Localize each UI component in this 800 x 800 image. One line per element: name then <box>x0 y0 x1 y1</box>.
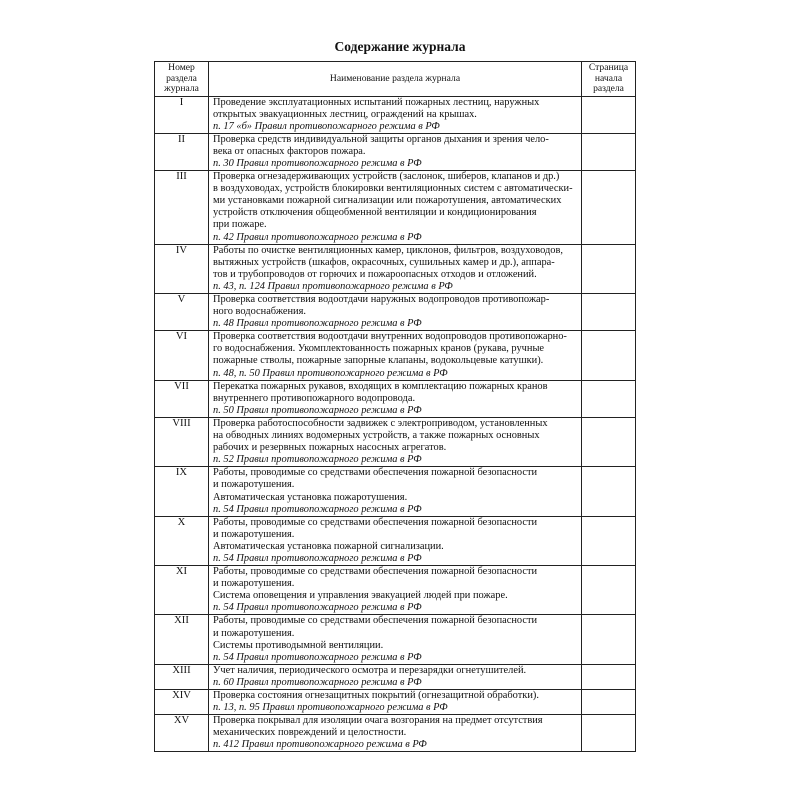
section-name-line: механических повреждений и целостности. <box>213 727 407 739</box>
section-name-line: Работы, проводимые со средствами обеспечения пожарной безопасности <box>213 615 538 627</box>
page-title: Содержание журнала <box>334 39 466 54</box>
section-name <box>209 294 582 331</box>
section-name-line: и пожаротушения. <box>213 578 295 590</box>
table-row <box>155 96 636 133</box>
section-name-line: тов и трубопроводов от горючих и пожароопасных отходов и отложений. <box>213 268 537 280</box>
section-name <box>209 244 582 293</box>
rule-reference: п. 42 Правил противопожарного режима в РФ <box>213 231 422 243</box>
rule-reference: п. 30 Правил противопожарного режима в РФ <box>213 157 422 169</box>
section-name-line: Работы по очистке вентиляционных камер, циклонов, фильтров, воздуховодов, <box>213 244 563 256</box>
table-row <box>155 417 636 466</box>
start-page-cell <box>582 133 636 170</box>
section-number: XIII <box>155 664 209 689</box>
section-name-line: Автоматическая установка пожаротушения. <box>213 491 408 503</box>
section-name-line: го водоснабжения. Укомплектованность пожарных кранов (рукава, ручные <box>213 343 545 355</box>
section-name-line: внутреннего противопожарного водопровода. <box>213 392 416 404</box>
section-name-line: Проверка состояния огнезащитных покрытий (огнезащитной обработки). <box>213 690 539 701</box>
table-row <box>155 171 636 245</box>
rule-reference: п. 54 Правил противопожарного режима в РФ <box>213 651 422 663</box>
section-number: VIII <box>155 417 209 466</box>
section-name-line: Работы, проводимые со средствами обеспечения пожарной безопасности <box>213 516 538 528</box>
section-name <box>209 171 582 245</box>
table-row <box>155 615 636 664</box>
section-name-line: Проверка средств индивидуальной защиты органов дыхания и зрения чело- <box>213 133 549 145</box>
section-name-line: Перекатка пожарных рукавов, входящих в комплектацию пожарных кранов <box>213 380 548 392</box>
rule-reference: п. 60 Правил противопожарного режима в РФ <box>213 676 422 688</box>
start-page-cell <box>582 331 636 380</box>
section-name-line: в воздуховодах, устройств блокировки вентиляционных систем с автоматически- <box>213 183 573 195</box>
section-name <box>209 467 582 516</box>
section-name-line: Проверка огнезадерживающих устройств (заслонок, шиберов, клапанов и др.) <box>213 171 560 183</box>
contents-body <box>155 96 636 752</box>
section-name-line: устройств отключения общеобменной вентиляции и кондиционирования <box>213 207 537 219</box>
start-page-cell <box>582 96 636 133</box>
section-number: I <box>155 96 209 133</box>
rule-reference: п. 54 Правил противопожарного режима в РФ <box>213 602 422 614</box>
contents-table <box>154 61 636 752</box>
table-row <box>155 133 636 170</box>
section-name-line: Проведение эксплуатационных испытаний пожарных лестниц, наружных <box>213 96 540 108</box>
section-name-line: Работы, проводимые со средствами обеспечения пожарной безопасности <box>213 467 538 479</box>
section-number: V <box>155 294 209 331</box>
section-name <box>209 417 582 466</box>
section-number: XIV <box>155 690 209 715</box>
section-number: IV <box>155 244 209 293</box>
table-row <box>155 664 636 689</box>
section-name-line: Автоматическая установка пожарной сигнализации. <box>213 540 444 552</box>
section-number: II <box>155 133 209 170</box>
section-name-line: Проверка соответствия водоотдачи внутренних водопроводов противопожарно- <box>213 331 567 343</box>
header-section-number: Номер раздела журнала <box>155 62 209 97</box>
table-row <box>155 244 636 293</box>
section-name-line: Проверка соответствия водоотдачи наружных водопроводов противопожар- <box>213 294 550 305</box>
start-page-cell <box>582 566 636 615</box>
section-name-line: рабочих и резервных пожарных насосных агрегатов. <box>213 442 447 454</box>
section-name <box>209 690 582 715</box>
section-name-line: открытых эвакуационных лестниц, ограждений на крышах. <box>213 108 477 120</box>
start-page-cell <box>582 417 636 466</box>
rule-reference: п. 48 Правил противопожарного режима в РФ <box>213 318 422 330</box>
table-row <box>155 690 636 715</box>
section-number: XI <box>155 566 209 615</box>
rule-reference: п. 17 «б» Правил противопожарного режима в РФ <box>213 120 440 132</box>
section-name-line: пожарные стволы, пожарные запорные клапаны, водокольцевые катушки). <box>213 355 544 367</box>
start-page-cell <box>582 380 636 417</box>
section-name-line: Системы противодымной вентиляции. <box>213 639 384 651</box>
table-row <box>155 516 636 565</box>
section-name-line: Учет наличия, периодического осмотра и перезарядки огнетушителей. <box>213 664 527 676</box>
rule-reference: п. 52 Правил противопожарного режима в РФ <box>213 454 422 466</box>
table-row <box>155 715 636 752</box>
start-page-cell <box>582 664 636 689</box>
section-name <box>209 664 582 689</box>
section-name-line: ного водоснабжения. <box>213 306 306 318</box>
section-name <box>209 516 582 565</box>
rule-reference: п. 48, п. 50 Правил противопожарного режима в РФ <box>213 367 448 379</box>
rule-reference: п. 54 Правил противопожарного режима в РФ <box>213 552 422 564</box>
section-name-line: Работы, проводимые со средствами обеспечения пожарной безопасности <box>213 566 538 578</box>
section-name-line: вытяжных устройств (шкафов, окрасочных, сушильных камер и др.), аппара- <box>213 256 555 268</box>
table-row <box>155 467 636 516</box>
table-row <box>155 331 636 380</box>
section-name <box>209 133 582 170</box>
section-number: IX <box>155 467 209 516</box>
section-name-line: Система оповещения и управления эвакуацией людей при пожаре. <box>213 590 508 602</box>
section-number: VI <box>155 331 209 380</box>
section-number: X <box>155 516 209 565</box>
start-page-cell <box>582 171 636 245</box>
section-name <box>209 380 582 417</box>
section-number: III <box>155 171 209 245</box>
section-name-line: на обводных линиях водомерных устройств, а также пожарных основных <box>213 430 540 442</box>
section-number: XII <box>155 615 209 664</box>
rule-reference: п. 54 Правил противопожарного режима в РФ <box>213 503 422 515</box>
section-name-line: века от опасных факторов пожара. <box>213 145 366 157</box>
rule-reference: п. 43, п. 124 Правил противопожарного режима в РФ <box>213 280 453 292</box>
section-name-line: Проверка работоспособности задвижек с электроприводом, установленных <box>213 417 548 429</box>
start-page-cell <box>582 244 636 293</box>
table-row <box>155 566 636 615</box>
section-name <box>209 566 582 615</box>
table-row <box>155 380 636 417</box>
section-name <box>209 331 582 380</box>
start-page-cell <box>582 294 636 331</box>
section-name-line: и пожаротушения. <box>213 479 295 491</box>
rule-reference: п. 412 Правил противопожарного режима в РФ <box>213 739 427 751</box>
section-name <box>209 615 582 664</box>
section-name-line: и пожаротушения. <box>213 528 295 540</box>
section-name-line: ми установками пожарной сигнализации или пожаротушения, автоматических <box>213 195 562 207</box>
section-number: XV <box>155 715 209 752</box>
section-number: VII <box>155 380 209 417</box>
section-name-line: при пожаре. <box>213 219 267 231</box>
header-section-name: Наименование раздела журнала <box>209 62 582 97</box>
table-row <box>155 294 636 331</box>
rule-reference: п. 13, п. 95 Правил противопожарного режима в РФ <box>213 702 448 714</box>
section-name <box>209 96 582 133</box>
rule-reference: п. 50 Правил противопожарного режима в РФ <box>213 404 422 416</box>
start-page-cell <box>582 467 636 516</box>
start-page-cell <box>582 690 636 715</box>
section-name-line: Проверка покрывал для изоляции очага возгорания на предмет отсутствия <box>213 715 543 727</box>
header-start-page: Страница начала раздела <box>582 62 636 97</box>
section-name-line: и пожаротушения. <box>213 627 295 639</box>
section-name <box>209 715 582 752</box>
header-row <box>155 62 636 97</box>
start-page-cell <box>582 516 636 565</box>
start-page-cell <box>582 715 636 752</box>
start-page-cell <box>582 615 636 664</box>
